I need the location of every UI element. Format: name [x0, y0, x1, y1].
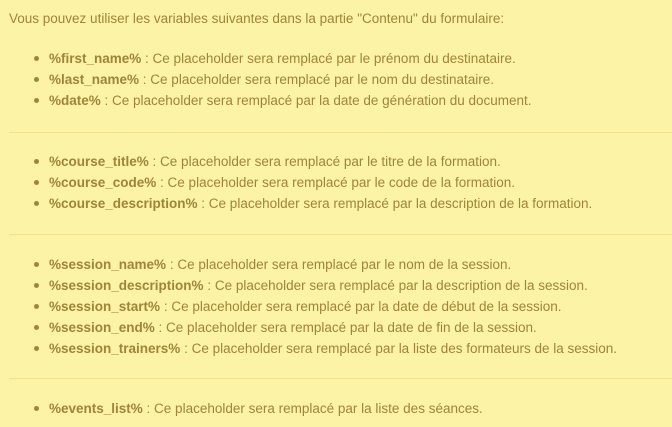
variable-group-events: [0, 398, 672, 419]
list-item: [0, 338, 672, 359]
bullet-icon: [34, 283, 39, 288]
variable-description: : Ce placeholder sera remplacé par le titre de la formation.: [148, 154, 501, 169]
variable-description: : Ce placeholder sera remplacé par le code de la formation.: [156, 175, 515, 190]
variable-name: %first_name%: [49, 51, 142, 66]
variable-description: : Ce placeholder sera remplacé par la date de début de la session.: [160, 299, 562, 314]
list-item: [0, 317, 672, 338]
bullet-icon: [34, 406, 39, 411]
bullet-icon: [34, 180, 39, 185]
variable-group-recipient: [0, 48, 672, 111]
bullet-icon: [34, 346, 39, 351]
list-item: [0, 193, 672, 214]
bullet-icon: [34, 98, 39, 103]
variable-group-session: [0, 254, 672, 359]
bullet-icon: [34, 262, 39, 267]
variable-description: : Ce placeholder sera remplacé par la date de génération du document.: [100, 93, 532, 108]
variable-name: %course_code%: [49, 175, 157, 190]
bullet-icon: [34, 77, 39, 82]
variable-description: : Ce placeholder sera remplacé par la liste des formateurs de la session.: [180, 341, 618, 356]
variable-name: %course_title%: [49, 154, 149, 169]
variable-description: : Ce placeholder sera remplacé par le prénom du destinataire.: [141, 51, 516, 66]
intro-text: Vous pouvez utiliser les variables suivantes dans la partie "Contenu" du formulaire:: [9, 11, 505, 26]
variable-name: %session_end%: [49, 320, 155, 335]
variable-group-course: [0, 151, 672, 214]
list-item: [0, 172, 672, 193]
variable-description: : Ce placeholder sera remplacé par la description de la session.: [203, 278, 588, 293]
bullet-icon: [34, 56, 39, 61]
section-divider: [9, 132, 672, 133]
variable-description: : Ce placeholder sera remplacé par la description de la formation.: [197, 196, 593, 211]
bullet-icon: [34, 325, 39, 330]
list-item: [0, 398, 672, 419]
list-item: [0, 48, 672, 69]
variable-description: : Ce placeholder sera remplacé par le nom de la session.: [166, 257, 512, 272]
variable-name: %events_list%: [49, 401, 143, 416]
list-item: [0, 296, 672, 317]
variable-name: %session_name%: [49, 257, 167, 272]
variable-description: : Ce placeholder sera remplacé par la liste des séances.: [142, 401, 483, 416]
list-item: [0, 151, 672, 172]
variable-name: %session_description%: [49, 278, 204, 293]
list-item: [0, 69, 672, 90]
bullet-icon: [34, 304, 39, 309]
list-item: [0, 275, 672, 296]
variable-description: : Ce placeholder sera remplacé par le nom du destinataire.: [139, 72, 494, 87]
bullet-icon: [34, 159, 39, 164]
variable-name: %session_trainers%: [49, 341, 181, 356]
variable-name: %session_start%: [49, 299, 161, 314]
variable-name: %date%: [49, 93, 101, 108]
bullet-icon: [34, 201, 39, 206]
list-item: [0, 90, 672, 111]
section-divider: [9, 378, 672, 379]
variable-name: %last_name%: [49, 72, 140, 87]
list-item: [0, 254, 672, 275]
variable-name: %course_description%: [49, 196, 198, 211]
section-divider: [9, 234, 672, 235]
variable-description: : Ce placeholder sera remplacé par la date de fin de la session.: [154, 320, 537, 335]
